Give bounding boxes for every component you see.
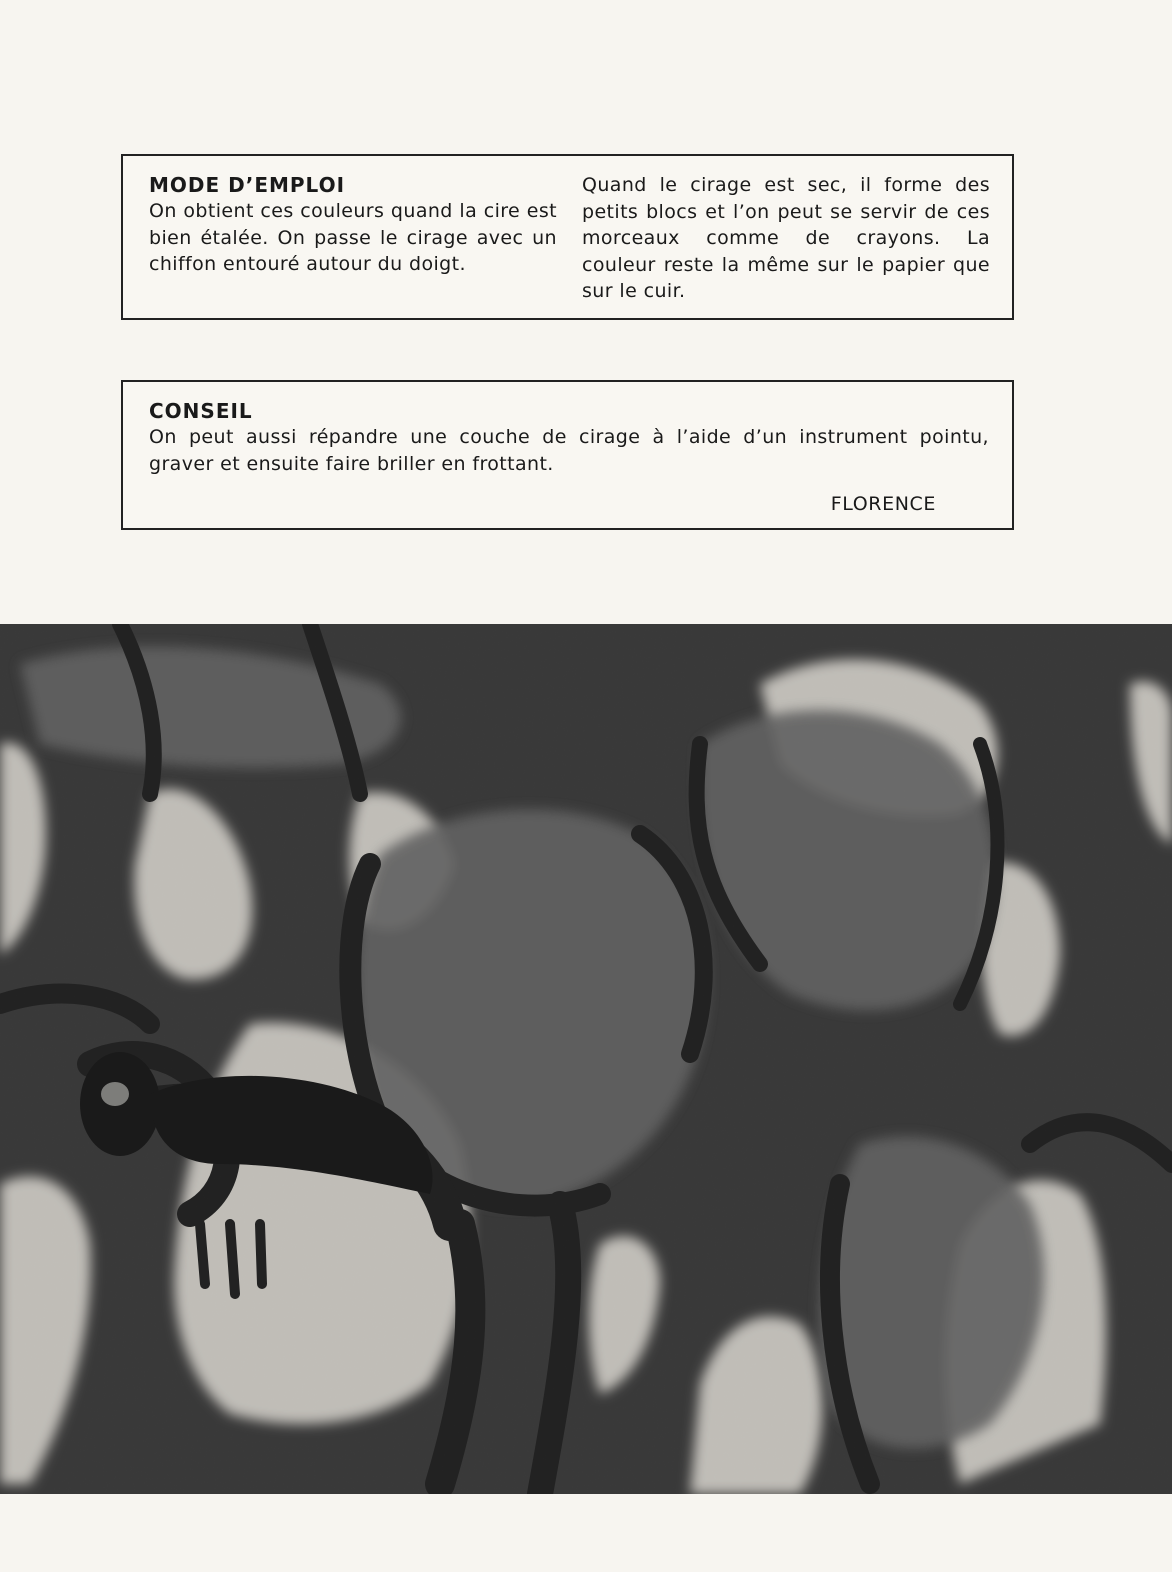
signature: FLORENCE: [830, 493, 936, 515]
artwork-illustration: [0, 624, 1172, 1494]
conseil-box: [121, 380, 1014, 530]
conseil-content: [149, 398, 989, 477]
shoe-polish-painting-icon: [0, 624, 1172, 1494]
mode-emploi-left-column: [149, 172, 557, 278]
mode-emploi-heading: MODE D’EMPLOI: [149, 173, 346, 197]
mode-emploi-left-text: On obtient ces couleurs quand la cire est bien étalée. On passe le cirage avec un chiffon entouré autour du doigt.: [149, 200, 557, 275]
mode-emploi-right-text: Quand le cirage est sec, il forme des petits blocs et l’on peut se servir de ces morceaux comme de crayons. La couleur reste la même sur le papier que sur le cuir.: [582, 174, 990, 302]
conseil-text: On peut aussi répandre une couche de cirage à l’aide d’un instrument pointu, graver et ensuite faire briller en frottant.: [149, 426, 989, 475]
conseil-heading: CONSEIL: [149, 399, 253, 423]
mode-emploi-box: [121, 154, 1014, 320]
mode-emploi-right-column: [582, 172, 990, 305]
